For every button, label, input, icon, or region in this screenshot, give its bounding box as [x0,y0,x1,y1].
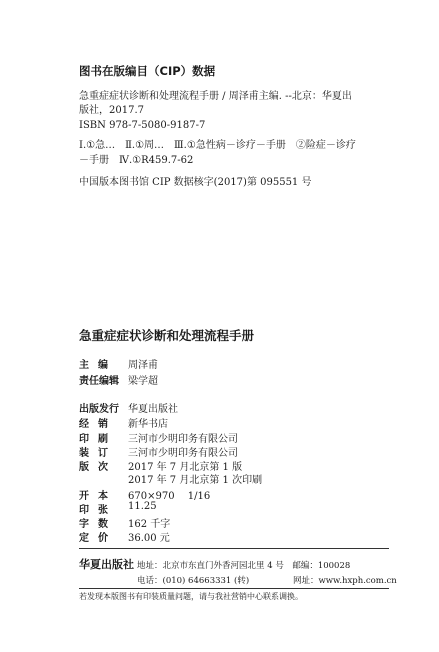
detail-value: 11.25 [128,501,157,512]
detail-label-char: 本 [98,491,108,502]
detail-label-char: 订 [98,448,108,459]
cip-isbn: ISBN 978-7-5080-9187-7 [79,120,206,131]
detail-label [79,415,108,430]
publisher-phone: 电话：(010) 64663331 (转) [137,576,250,586]
divider-bottom [79,588,389,589]
divider-top [79,548,389,549]
credit-label [79,356,108,371]
book-title: 急重症症状诊断和处理流程手册 [79,328,255,343]
detail-label [79,529,108,544]
detail-value: 2017 年 7 月北京第 1 次印刷 [128,475,263,486]
detail-label-char: 销 [98,419,108,430]
cip-record-line-1: 急重症症状诊断和处理流程手册 / 周泽甫主编. --北京：华夏出 [79,91,352,102]
publisher-address: 地址：北京市东直门外香河园北里 4 号 邮编：100028 [137,561,351,571]
cip-number: 中国版本图书馆 CIP 数据核字(2017)第 095551 号 [79,177,312,188]
detail-label-char: 张 [98,505,108,516]
publisher-website: 网址：www.hxph.com.cn [293,576,397,586]
detail-label-char: 价 [98,533,108,544]
detail-value: 三河市少明印务有限公司 [128,434,238,445]
detail-label [79,444,108,459]
credit-value: 梁学超 [128,376,158,387]
quality-notice: 若发现本版图书有印装质量问题，请与我社营销中心联系调换。 [79,592,303,601]
detail-label [79,430,108,445]
cip-subject-line-2: －手册 Ⅳ.①R459.7-62 [79,155,194,166]
detail-value: 新华书店 [128,419,168,430]
detail-label-char: 数 [98,519,108,530]
credit-label-char: 主 [79,360,89,371]
detail-label-char: 版 [79,462,89,473]
credit-value: 周泽甫 [128,360,158,371]
detail-value: 36.00 元 [128,533,170,544]
detail-label [79,487,108,502]
publisher-name: 华夏出版社 [79,558,134,571]
cip-record-line-2: 版社，2017.7 [79,105,144,116]
detail-label: 出版发行 [79,404,119,415]
detail-value: 162 千字 [128,519,171,530]
detail-label-char: 开 [79,491,89,502]
detail-label-char: 装 [79,448,89,459]
detail-label-char: 经 [79,419,89,430]
detail-value: 2017 年 7 月北京第 1 版 [128,462,243,473]
detail-label-char: 定 [79,533,89,544]
cip-subject-line-1: Ⅰ.①急… Ⅱ.①周… Ⅲ.①急性病－诊疗－手册 ②险症－诊疗 [79,140,356,151]
detail-label-char: 字 [79,519,89,530]
detail-label-char: 印 [79,434,89,445]
detail-label [79,458,108,473]
detail-label [79,501,108,516]
detail-label-char: 刷 [98,434,108,445]
detail-value: 华夏出版社 [128,404,178,415]
cip-heading: 图书在版编目（CIP）数据 [79,64,216,78]
detail-label [79,515,108,530]
detail-label-char: 印 [79,505,89,516]
detail-value: 670×970 1/16 [128,491,211,502]
detail-value: 三河市少明印务有限公司 [128,448,238,459]
credit-label-char: 编 [98,360,108,371]
detail-label-char: 次 [98,462,108,473]
credit-label: 责任编辑 [79,376,119,387]
